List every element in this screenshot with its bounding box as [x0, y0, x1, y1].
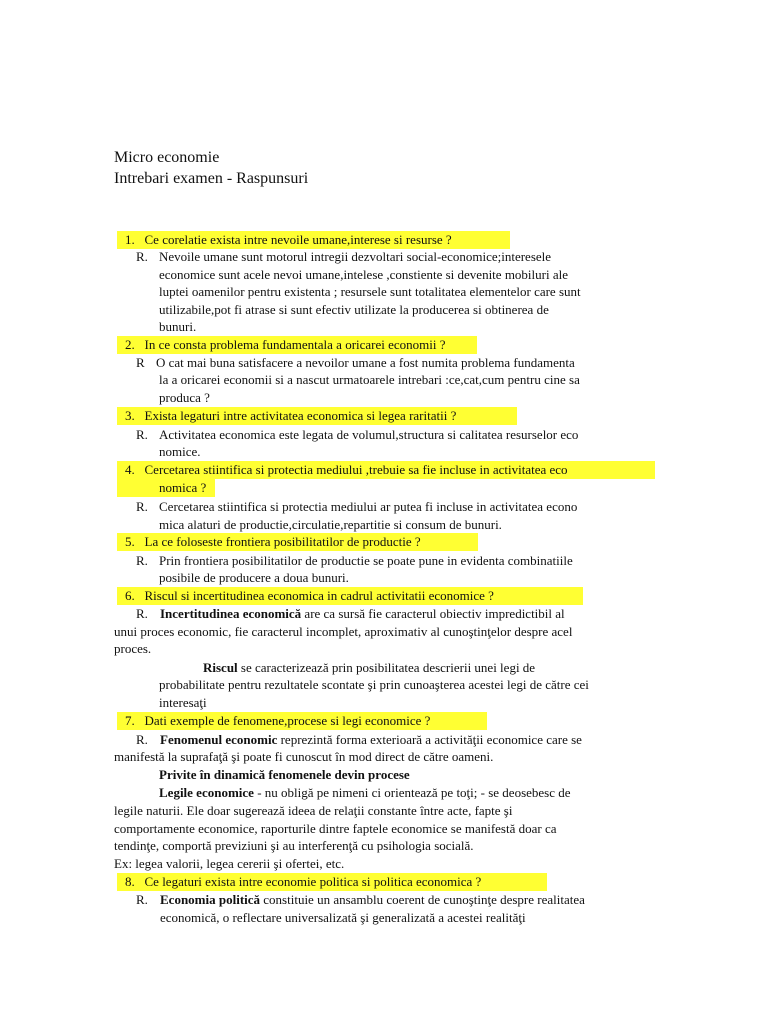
- answer-marker: R.: [136, 732, 148, 747]
- answer-line: economice sunt acele nevoi umane,intelese ,constiente si devenite mobiluri ale: [159, 267, 568, 282]
- bold-term: Riscul: [203, 660, 238, 675]
- answer-line: unui proces economic, fie caracterul incomplet, aproximativ al cunoştinţelor despre acel: [114, 624, 573, 639]
- question-text-continued: nomica ?: [159, 480, 207, 495]
- bold-heading: Privite în dinamică fenomenele devin procese: [159, 767, 410, 782]
- answer-marker: R.: [136, 892, 148, 907]
- question-number: 2.: [125, 337, 135, 352]
- question-number: 1.: [125, 232, 135, 247]
- question-text: Riscul si incertitudinea economica in cadrul activitatii economice ?: [144, 588, 494, 603]
- question-text: Ce legaturi exista intre economie politica si politica economica ?: [144, 874, 482, 889]
- answer-line: Cercetarea stiintifica si protectia mediului ar putea fi incluse in activitatea econo: [159, 499, 578, 514]
- answer-paragraph-start: [160, 731, 582, 749]
- bold-term: Economia politică: [160, 892, 261, 907]
- question-text: Ce corelatie exista intre nevoile umane,interese si resurse ?: [144, 232, 452, 247]
- document-title: Micro economie: [114, 149, 220, 166]
- bold-term: Legile economice: [159, 785, 254, 800]
- answer-marker: R.: [136, 606, 148, 621]
- document-subtitle: Intrebari examen - Raspunsuri: [114, 170, 309, 187]
- answer-line: constituie un ansamblu coerent de cunoştinţe despre realitatea: [263, 892, 585, 907]
- answer-line: produca ?: [159, 390, 210, 405]
- answer-paragraph-start: [159, 784, 571, 802]
- answer-line: Nevoile umane sunt motorul intregii dezvoltari social-economice;interesele: [159, 249, 552, 264]
- answer-paragraph-start: [160, 891, 585, 909]
- answer-line: Activitatea economica este legata de volumul,structura si calitatea resurselor eco: [159, 427, 579, 442]
- question-text: La ce foloseste frontiera posibilitatilor de productie ?: [144, 534, 421, 549]
- answer-line: are ca sursă fie caracterul obiectiv impredictibil al: [304, 606, 565, 621]
- answer-line: reprezintă forma exterioară a activităţii economice care se: [280, 732, 582, 747]
- answer-marker: R.: [136, 553, 148, 568]
- question-text: In ce consta problema fundamentala a oricarei economii ?: [144, 337, 446, 352]
- answer-line: se caracterizează prin posibilitatea descrierii unei legi de: [240, 660, 536, 675]
- question-text: Dati exemple de fenomene,procese si legi economice ?: [144, 713, 431, 728]
- bold-term: Incertitudinea economică: [160, 606, 302, 621]
- answer-line: la a oricarei economii si a nascut urmatoarele intrebari :ce,cat,cum pentru cine sa: [159, 372, 580, 387]
- answer-line: luptei oamenilor pentru existenta ; resursele sunt totalitatea elementelor care sunt: [159, 284, 581, 299]
- answer-line: Prin frontiera posibilitatilor de productie se poate pune in evidenta combinatiile: [159, 553, 573, 568]
- answer-line: O cat mai buna satisfacere a nevoilor umane a fost numita problema fundamenta: [156, 355, 575, 370]
- answer-marker: R: [136, 355, 145, 370]
- question-number: 3.: [125, 408, 135, 423]
- question-number: 8.: [125, 874, 135, 889]
- answer-marker: R.: [136, 499, 148, 514]
- answer-paragraph-start: [203, 659, 535, 677]
- question-number: 7.: [125, 713, 135, 728]
- answer-line: interesaţi: [159, 695, 207, 710]
- answer-marker: R.: [136, 249, 148, 264]
- answer-line: manifestă la suprafaţă şi poate fi cunoscut în mod direct de către oameni.: [114, 749, 494, 764]
- question-2: [117, 336, 477, 354]
- question-text: Exista legaturi intre activitatea economica si legea raritatii ?: [144, 408, 457, 423]
- question-7: [117, 712, 487, 730]
- answer-marker: R.: [136, 427, 148, 442]
- question-text: Cercetarea stiintifica si protectia mediului ,trebuie sa fie incluse in activitatea eco: [144, 462, 568, 477]
- question-4: [125, 461, 568, 479]
- answer-line: probabilitate pentru rezultatele scontate şi prin cunoaşterea acestei legi de către cei: [159, 677, 589, 692]
- question-3: [117, 407, 517, 425]
- answer-line: Ex: legea valorii, legea cererii şi ofertei, etc.: [114, 856, 345, 871]
- question-number: 4.: [125, 462, 135, 477]
- answer-line: proces.: [114, 641, 152, 656]
- answer-line: posibile de producere a doua bunuri.: [159, 570, 349, 585]
- bold-term: Fenomenul economic: [160, 732, 278, 747]
- answer-line: - nu obligă pe nimeni ci orientează pe toţi; - se deosebesc de: [257, 785, 571, 800]
- question-5: [117, 533, 478, 551]
- answer-line: utilizabile,pot fi atrase si sunt efectiv utilizate la producerea si obtinerea de: [159, 302, 549, 317]
- question-6: [117, 587, 583, 605]
- answer-line: bunuri.: [159, 319, 197, 334]
- question-8: [117, 873, 547, 891]
- answer-line: mica alaturi de productie,circulatie,repartitie si consum de bunuri.: [159, 517, 502, 532]
- question-number: 6.: [125, 588, 135, 603]
- answer-line: nomice.: [159, 444, 201, 459]
- answer-line: comportamente economice, raporturile dintre faptele economice se manifestă doar ca: [114, 821, 557, 836]
- answer-line: tendinţe, comportă previziuni şi au interferenţă cu psihologia socială.: [114, 838, 474, 853]
- question-number: 5.: [125, 534, 135, 549]
- answer-paragraph-start: [160, 605, 565, 623]
- question-1: [117, 231, 510, 249]
- answer-line: economică, o reflectare universalizată şi generalizată a acestei realităţi: [160, 910, 526, 925]
- answer-line: legile naturii. Ele doar sugerează ideea de relaţii constante între acte, fapte şi: [114, 803, 513, 818]
